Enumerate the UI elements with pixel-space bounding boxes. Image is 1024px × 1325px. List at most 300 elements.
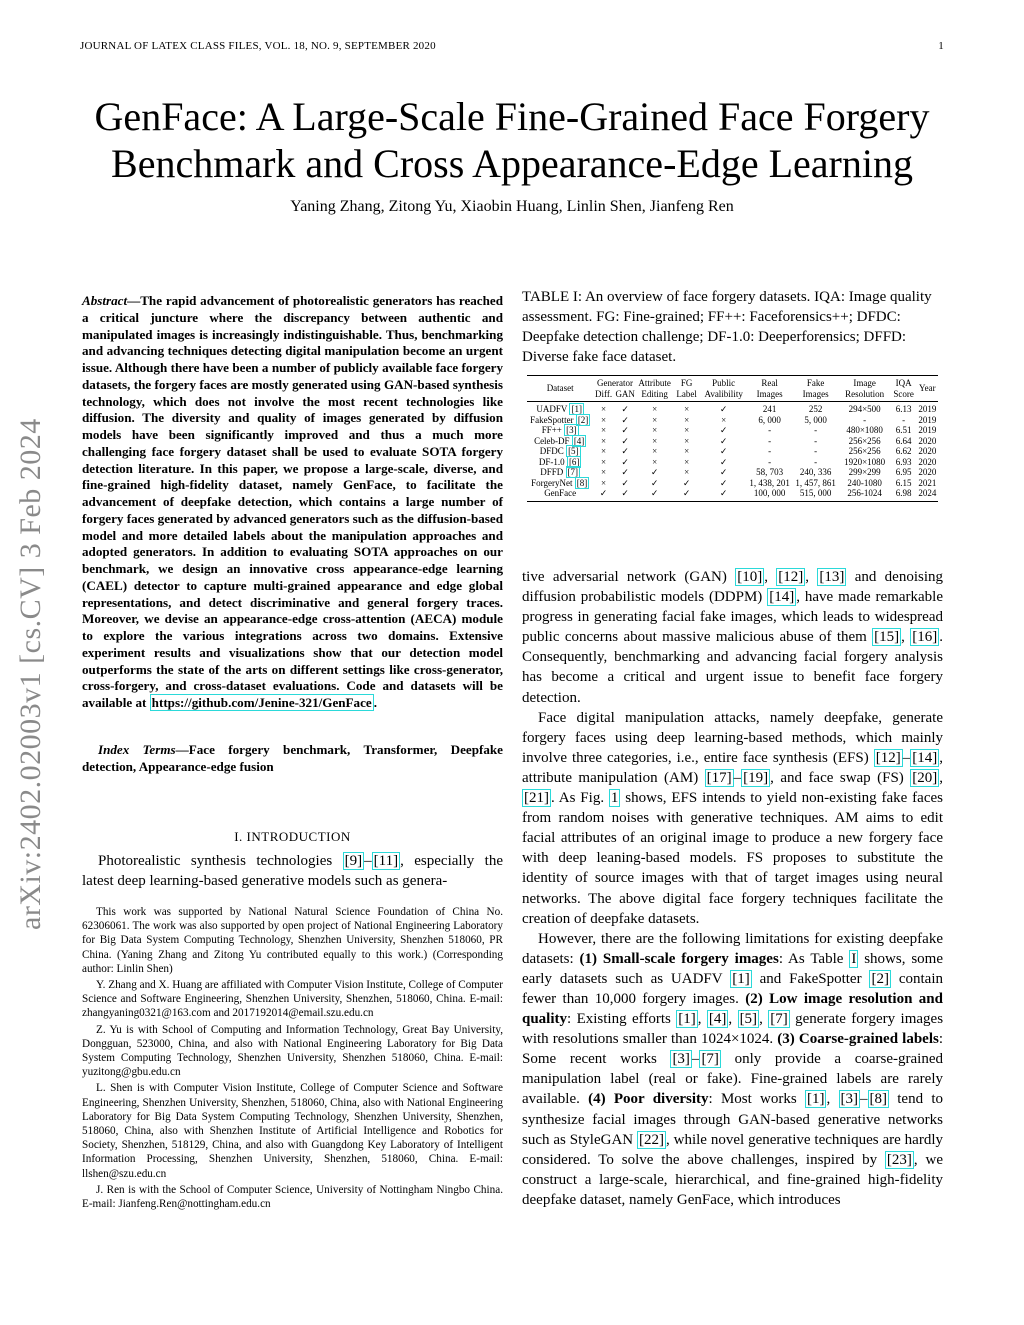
citation[interactable]: [8]: [869, 1091, 887, 1108]
resolution-cell: [839, 402, 891, 415]
iqa-cell: [891, 415, 917, 426]
citation[interactable]: [12]: [875, 749, 901, 766]
title-line-2: Benchmark and Cross Appearance-Edge Learning: [111, 141, 913, 186]
text-run: tive adversarial network (GAN): [522, 569, 736, 585]
bold-text: (2) Low image resolution and quality: [522, 990, 943, 1028]
gan-cell: [614, 425, 637, 436]
resolution-cell-text: 256×256: [848, 446, 881, 456]
fg-cell-text: ×: [684, 467, 690, 477]
fake-cell: [793, 446, 839, 457]
text-run: , we construct a large-scale, hierarchical, and fine-grained high-fidelity deepfake dataset, namely GenFace, which introduces: [522, 1151, 943, 1208]
real-cell: [747, 467, 793, 478]
gan-cell: [614, 402, 637, 415]
text-run: ,: [805, 569, 818, 585]
header-attribute-editing: Attribute Editing: [637, 376, 673, 402]
fake-cell: [793, 436, 839, 447]
paragraph-2: [522, 708, 943, 929]
dataset-cell-text: DFFD: [540, 467, 564, 477]
table-row: [527, 402, 938, 415]
fg-cell: [673, 488, 701, 501]
gan-cell: [614, 415, 637, 426]
gan-cell: [614, 467, 637, 478]
fg-cell-text: ×: [684, 404, 690, 414]
fg-cell: [673, 415, 701, 426]
attribute-cell: [637, 457, 673, 468]
iqa-cell-text: 6.15: [895, 477, 912, 488]
gan-cell-text: ✓: [621, 404, 629, 414]
header-fg-label: FG Label: [673, 376, 701, 402]
intro-text-b: , especially the latest deep learning-based generative models such as genera-: [82, 853, 504, 889]
dataset-cell: [527, 457, 593, 468]
real-cell: [747, 488, 793, 501]
header-fake: Fake Images: [793, 376, 839, 402]
attribute-cell: [637, 488, 673, 501]
dataset-cell: [527, 446, 593, 457]
resolution-cell: [839, 415, 891, 426]
fake-cell-text: 240, 336: [799, 467, 832, 477]
header-public: Public Avalibility: [701, 376, 747, 402]
fake-cell-text: 1, 457, 861: [795, 477, 836, 488]
dataset-cell-text: FF++: [541, 425, 562, 435]
year-cell-text: 2020: [918, 446, 937, 456]
real-cell: [747, 402, 793, 415]
fake-cell-text: -: [814, 446, 818, 456]
paper-title: [0, 93, 1024, 187]
diff-cell-text: ×: [601, 456, 607, 467]
header-gan: GAN: [614, 389, 637, 402]
text-run: . As Fig.: [551, 790, 609, 807]
attribute-cell: [637, 402, 673, 415]
fake-cell-text: 252: [808, 404, 823, 414]
public-cell: [701, 478, 747, 489]
text-run: However, there are the following limitations for existing deepfake datasets:: [522, 930, 943, 967]
text-run: ,: [901, 629, 911, 646]
index-terms-text: —Face forgery benchmark, Transformer, Deepfake detection, Appearance-edge fusion: [82, 742, 503, 774]
citation[interactable]: [21]: [524, 790, 549, 807]
text-run: –: [860, 1091, 868, 1108]
year-cell: [917, 415, 938, 426]
public-cell-text: ✓: [719, 446, 728, 456]
text-run: ,: [939, 769, 943, 786]
text-run: , and face swap (FS): [770, 769, 911, 786]
text-run: : Some recent works: [522, 1031, 944, 1068]
real-cell: [747, 415, 793, 426]
fake-cell: [793, 467, 839, 478]
real-cell-text: 58, 703: [756, 467, 784, 477]
diff-cell: [593, 478, 613, 489]
text-run: , while novel generative techniques are hardly considered. To solve the above challenges, inspired by: [522, 1131, 943, 1168]
public-cell-text: ✓: [719, 467, 728, 477]
resolution-cell: [839, 478, 891, 489]
real-cell-text: 6, 000: [758, 414, 781, 425]
public-cell: [701, 446, 747, 457]
citation[interactable]: [10]: [737, 569, 763, 585]
footnote: J. Ren is with the School of Computer Science, University of Nottingham Ningbo China. E-mail: Jianfeng.Ren@nottingham.edu.cn: [82, 1183, 503, 1211]
paragraph-3: [522, 929, 943, 1210]
dataset-cell: [527, 436, 593, 447]
abstract-end: .: [373, 695, 377, 710]
real-cell-text: 1, 438, 201: [749, 477, 790, 488]
citation[interactable]: [7]: [770, 1011, 788, 1028]
real-cell-text: 100, 000: [753, 488, 786, 498]
citation[interactable]: [19]: [743, 769, 769, 786]
citation[interactable]: [2]: [577, 414, 589, 425]
citation[interactable]: [1]: [806, 1091, 825, 1108]
text-run: generate forgery images with resolutions smaller than 1024×1024.: [522, 1011, 944, 1048]
attribute-cell: [637, 415, 673, 426]
fg-cell: [673, 425, 701, 436]
index-terms-label: Index Terms: [98, 742, 176, 757]
fg-cell-text: ×: [684, 414, 690, 425]
public-cell: [701, 425, 747, 436]
real-cell: [747, 425, 793, 436]
footnote: Y. Zhang and X. Huang are affiliated with Computer Vision Institute, College of Computer Science and Software Engineering, Shenzhen University, Shenzhen, 518060, China. E-mail: zhangyaning0321@163.com and 2017192014@email.szu.edu.cn: [82, 979, 503, 1020]
fake-cell: [793, 457, 839, 468]
fake-cell-text: 515, 000: [799, 488, 832, 498]
fg-cell: [673, 478, 701, 489]
citation[interactable]: [1]: [571, 404, 582, 414]
diff-cell-text: ×: [601, 414, 607, 425]
citation[interactable]: [3]: [566, 425, 577, 435]
attribute-cell-text: ✓: [650, 477, 659, 488]
iqa-cell-text: 6.13: [895, 404, 912, 414]
citation[interactable]: [5]: [739, 1011, 758, 1028]
gan-cell-text: ✓: [621, 467, 629, 477]
bold-text: (1) Small-scale forgery images: [579, 950, 779, 967]
resolution-cell: [839, 457, 891, 468]
citation[interactable]: [17]: [706, 769, 732, 786]
fake-cell: [793, 415, 839, 426]
year-cell: [917, 402, 938, 415]
real-cell: [747, 446, 793, 457]
attribute-cell-text: ×: [652, 404, 658, 414]
diff-cell: [593, 446, 613, 457]
citation[interactable]: [14]: [769, 589, 795, 606]
citation[interactable]: 1: [610, 790, 619, 807]
table-row: [527, 425, 938, 436]
header-dataset: Dataset: [527, 376, 593, 402]
fake-cell: [793, 478, 839, 489]
dataset-cell-text: FakeSpotter: [530, 414, 574, 425]
table-row: [527, 478, 938, 489]
gan-cell-text: ✓: [621, 488, 629, 498]
dataset-cell: [527, 402, 593, 415]
table-row: [527, 467, 938, 478]
table-body: [527, 402, 938, 502]
citation[interactable]: [4]: [708, 1011, 727, 1028]
fg-cell-text: ×: [684, 446, 690, 456]
dataset-cell: [527, 425, 593, 436]
resolution-cell-text: 240-1080: [847, 477, 882, 488]
text-run: . Consequently, benchmarking and advancing facial forgery analysis has become a critical and urgent issue to benefit face forgery detection.: [522, 629, 943, 706]
diff-cell: [593, 425, 613, 436]
attribute-cell: [637, 478, 673, 489]
citation[interactable]: [16]: [912, 629, 938, 646]
intro-text-a: Photorealistic synthesis technologies: [98, 853, 343, 869]
fg-cell-text: ×: [684, 435, 690, 446]
diff-cell-text: ×: [601, 467, 607, 477]
fake-cell-text: -: [814, 425, 818, 435]
text-run: : Most works: [708, 1091, 805, 1108]
iqa-cell: [891, 457, 917, 468]
year-cell: [917, 457, 938, 468]
gan-cell: [614, 457, 637, 468]
year-cell: [917, 488, 938, 501]
fg-cell: [673, 467, 701, 478]
table-row: [527, 488, 938, 501]
year-cell: [917, 478, 938, 489]
iqa-cell-text: 6.62: [895, 446, 912, 456]
year-cell-text: 2024: [918, 488, 937, 498]
citation[interactable]: [5]: [568, 446, 579, 456]
fake-cell-text: -: [814, 435, 818, 446]
real-cell-text: -: [768, 456, 772, 467]
resolution-cell: [839, 488, 891, 501]
dataset-cell-text: DFDC: [539, 446, 564, 456]
fake-cell: [793, 488, 839, 501]
diff-cell-text: ✓: [599, 488, 608, 498]
bold-text: (4) Poor diversity: [588, 1091, 709, 1108]
citation[interactable]: [13]: [819, 569, 845, 585]
year-cell: [917, 436, 938, 447]
attribute-cell-text: ✓: [650, 488, 659, 498]
resolution-cell-text: 1920×1080: [844, 456, 886, 467]
resolution-cell-text: 256×256: [848, 435, 881, 446]
section-heading: I. INTRODUCTION: [234, 829, 351, 844]
year-cell: [917, 467, 938, 478]
iqa-cell: [891, 467, 917, 478]
table-caption: TABLE I: An overview of face forgery datasets. IQA: Image quality assessment. FG: Fine-grained; FF++: Faceforensics++; DFDC: Deepfake detection challenge; DF-1.0: Deeperforensics; DFFD: Diverse fake face dataset.: [522, 289, 932, 365]
text-run: –: [691, 1051, 700, 1068]
public-cell: [701, 436, 747, 447]
citation[interactable]: [3]: [840, 1091, 858, 1108]
footnote: L. Shen is with Computer Vision Institute, College of Computer Science and Software Engineering, Shenzhen University, Shenzhen, 518060, China, also with National Engineering Laboratory for Big Data System Computing Technology, Shenzhen University, Shenzhen, 518060, China, also with Shenzhen Institute of Artificial Intelligence and Robotics for Society, Shenzhen, 518129, China, and also with Guangdong Key Laboratory of Intelligent Information Processing, Shenzhen University, Shenzhen, 518060, China. E-mail: llshen@szu.edu.cn: [82, 1082, 503, 1180]
resolution-cell-text: 294×500: [848, 404, 881, 414]
resolution-cell: [839, 425, 891, 436]
fg-cell-text: ×: [684, 425, 690, 435]
citation[interactable]: [22]: [639, 1131, 664, 1148]
footnote: This work was supported by National Natural Science Foundation of China No. 62306061. The work was also supported by open project of National Engineering Laboratory for Big Data System Computing Technology, Shenzhen University, Shenzhen 518060, PR China. (Yaning Zhang and Zitong Yu contributed equally to this work.) (Corresponding author: Linlin Shen): [82, 906, 503, 975]
gan-cell: [614, 436, 637, 447]
iqa-cell-text: 6.51: [895, 425, 912, 435]
text-run: shows, EFS intends to yield non-existing fake faces from random noises with generative techniques. AM aims to edit facial attributes of an original image to produce a new forgery face with deep leaning-based models. FS proposes to substitute the identity of source images with that of target images using neural networks. The above digital face forgery techniques facilitate the creation of deepfake datasets.: [522, 790, 943, 927]
fg-cell: [673, 436, 701, 447]
attribute-cell: [637, 446, 673, 457]
iqa-cell: [891, 436, 917, 447]
attribute-cell-text: ✓: [650, 467, 659, 477]
citation[interactable]: I: [851, 950, 857, 967]
github-link[interactable]: https://github.com/Jenine-321/GenFace: [151, 695, 372, 710]
text-run: tend to synthesize facial images through GAN-based generative networks such as StyleGAN: [522, 1091, 944, 1148]
text-run: contain fewer than 10,000 forgery images.: [522, 970, 943, 1007]
footnotes: [82, 905, 503, 1213]
gan-cell-text: ✓: [621, 446, 629, 456]
citation[interactable]: [20]: [912, 769, 938, 786]
year-cell-text: 2019: [918, 404, 937, 414]
citation[interactable]: [14]: [912, 749, 938, 766]
iqa-cell-text: 6.64: [895, 435, 912, 446]
text-run: : As Table: [778, 950, 850, 967]
attribute-cell-text: ×: [652, 435, 658, 446]
diff-cell: [593, 488, 613, 501]
public-cell-text: ✓: [719, 456, 728, 467]
dataset-cell-text: GenFace: [544, 488, 577, 498]
citation[interactable]: [15]: [874, 629, 900, 646]
text-run: , attribute manipulation (AM): [522, 749, 943, 786]
gan-cell-text: ✓: [621, 425, 629, 435]
header-real: Real Images: [747, 376, 793, 402]
year-cell: [917, 425, 938, 436]
gan-cell: [614, 446, 637, 457]
resolution-cell-text: 256-1024: [847, 488, 882, 498]
citation[interactable]: [23]: [886, 1151, 912, 1168]
iqa-cell: [891, 478, 917, 489]
abstract: [82, 293, 503, 712]
diff-cell: [593, 457, 613, 468]
gan-cell: [614, 478, 637, 489]
text-run: –: [733, 769, 742, 786]
footnote: Z. Yu is with School of Computing and Information Technology, Great Bay University, Dongguan, 523000, China, and also with National Engineering Laboratory for Big Data System Computing Technology, Shenzhen University, Shenzhen 518060, China. E-mail: yuzitong@gbu.edu.cn: [82, 1023, 503, 1079]
attribute-cell: [637, 425, 673, 436]
text-run: shows, some early datasets such as UADFV: [522, 950, 944, 987]
intro-paragraph: [82, 851, 503, 891]
public-cell: [701, 457, 747, 468]
diff-cell: [593, 436, 613, 447]
text-run: ,: [759, 1011, 769, 1028]
attribute-cell-text: ×: [652, 414, 658, 425]
iqa-cell-text: 6.93: [895, 456, 912, 467]
abstract-text: —The rapid advancement of photorealistic generators has reached a critical juncture where the discrepancy between authentic and manipulated images is increasingly indistinguishable. Thus, benchmarking and advancing techniques detecting digital manipulation become an urgent issue. Although there have been a number of publicly available face forgery datasets, the forgery faces are mostly generated using GAN-based synthesis technology, which does not involve the most recent technologies like diffusion. The diversity and quality of images generated by diffusion models have been significantly improved and thus a much more challenging face forgery dataset shall be used to evaluate SOTA forgery detection literature. In this paper, we propose a large-scale, diverse, and fine-grained high-fidelity dataset, namely GenFace, to facilitate the advancement of deepfake detection, which contains a large number of forgery faces generated by advanced generators such as the diffusion-based model and more detailed labels about the manipulation approaches and adopted generators. In addition to evaluating SOTA approaches on our benchmark, we design an innovative cross appearance-edge learning (CAEL) detector to capture multi-grained appearance and edge global representations, and detect discriminative and general forgery traces. Moreover, we devise an appearance-edge cross-attention (AECA) module to explore the various integrations across two domains. Extensive experiment results and visualizations show that our detection model outperforms the state of the arts on different settings like cross-generator, cross-forgery, and cross-dataset evaluations. Code and datasets will be available at: [82, 293, 503, 710]
fg-cell: [673, 402, 701, 415]
attribute-cell-text: ×: [652, 446, 658, 456]
resolution-cell: [839, 436, 891, 447]
header-year: Year: [917, 376, 938, 402]
year-cell-text: 2021: [918, 477, 937, 488]
text-run: , have made remarkable progress in generating facial fake images, which leads to widespread public concerns about massive malicious abuse of them: [522, 589, 943, 646]
citation[interactable]: [6]: [568, 456, 580, 467]
citation[interactable]: [2]: [871, 970, 889, 987]
year-cell: [917, 446, 938, 457]
real-cell-text: 241: [762, 404, 777, 414]
text-run: only provide a coarse-grained manipulation label (real or fake). Fine-grained labels are rarely available.: [522, 1051, 943, 1108]
attribute-cell-text: ×: [652, 456, 658, 467]
citation[interactable]: [9]: [344, 853, 363, 869]
right-column-text: [522, 567, 943, 1210]
table-row: [527, 457, 938, 468]
iqa-cell-text: 6.98: [895, 488, 912, 498]
real-cell-text: -: [768, 446, 772, 456]
resolution-cell: [839, 467, 891, 478]
dataset-cell-text: DF-1.0: [538, 456, 565, 467]
dataset-cell: [527, 478, 593, 489]
index-terms: [82, 742, 503, 776]
dataset-cell: [527, 467, 593, 478]
gan-cell-text: ✓: [621, 435, 629, 446]
public-cell: [701, 402, 747, 415]
text-run: ,: [826, 1091, 839, 1108]
public-cell: [701, 488, 747, 501]
iqa-cell: [891, 402, 917, 415]
citation[interactable]: [7]: [567, 467, 579, 477]
citation[interactable]: [4]: [573, 435, 585, 446]
year-cell-text: 2020: [918, 456, 937, 467]
diff-cell-text: ×: [601, 435, 607, 446]
author-list: Yaning Zhang, Zitong Yu, Xiaobin Huang, Linlin Shen, Jianfeng Ren: [290, 198, 734, 215]
page-number: 1: [938, 40, 944, 52]
public-cell: [701, 415, 747, 426]
citation[interactable]: [3]: [672, 1051, 690, 1068]
resolution-cell-text: 480×1080: [846, 425, 883, 435]
public-cell-text: ×: [721, 414, 727, 425]
real-cell: [747, 457, 793, 468]
iqa-cell: [891, 488, 917, 501]
text-run: and FakeSpotter: [751, 970, 870, 987]
citation[interactable]: [12]: [778, 569, 804, 585]
diff-cell-text: ×: [601, 425, 607, 435]
dataset-overview-table: [527, 375, 938, 502]
bold-text: (3) Coarse-grained labels: [777, 1031, 939, 1048]
iqa-cell: [891, 446, 917, 457]
header-iqa: IQA Score: [891, 376, 917, 402]
fake-cell-text: 5, 000: [804, 414, 827, 425]
dataset-cell-text: ForgeryNet: [531, 477, 573, 488]
citation[interactable]: [11]: [373, 853, 399, 869]
fg-cell-text: ✓: [682, 477, 691, 488]
table-row: [527, 436, 938, 447]
header-generator: Generator: [593, 376, 636, 389]
text-run: ,: [728, 1011, 738, 1028]
citation[interactable]: [7]: [701, 1051, 719, 1068]
public-cell-text: ✓: [719, 488, 728, 498]
fg-cell: [673, 457, 701, 468]
text-run: ,: [697, 1011, 707, 1028]
diff-cell: [593, 467, 613, 478]
year-cell-text: 2019: [918, 414, 937, 425]
year-cell-text: 2020: [918, 467, 937, 477]
citation[interactable]: [1]: [732, 970, 750, 987]
journal-header: JOURNAL OF LATEX CLASS FILES, VOL. 18, NO. 9, SEPTEMBER 2020: [80, 40, 436, 52]
resolution-cell: [839, 446, 891, 457]
header-resolution: Image Resolution: [839, 376, 891, 402]
diff-cell-text: ×: [601, 477, 607, 488]
public-cell-text: ✓: [719, 404, 728, 414]
iqa-cell: [891, 425, 917, 436]
real-cell: [747, 436, 793, 447]
gan-cell: [614, 488, 637, 501]
attribute-cell: [637, 436, 673, 447]
resolution-cell-text: -: [863, 414, 867, 425]
text-run: and denoising diffusion probabilistic models (DDPM): [522, 569, 944, 606]
iqa-cell-text: -: [902, 414, 906, 425]
text-run: Face digital manipulation attacks, namely deepfake, generate forgery faces using deep learning-based methods, which mainly involve three categories, i.e., entire face synthesis (EFS): [522, 709, 943, 766]
public-cell-text: ✓: [719, 435, 728, 446]
arxiv-watermark: arXiv:2402.02003v1 [cs.CV] 3 Feb 2024: [14, 418, 47, 930]
table-row: [527, 415, 938, 426]
header-diff: Diff.: [593, 389, 613, 402]
diff-cell: [593, 415, 613, 426]
real-cell: [747, 478, 793, 489]
text-run: ,: [764, 569, 777, 585]
real-cell-text: -: [768, 435, 772, 446]
fake-cell-text: -: [814, 456, 818, 467]
fg-cell: [673, 446, 701, 457]
citation[interactable]: [1]: [678, 1011, 696, 1028]
citation[interactable]: [8]: [576, 477, 588, 488]
title-line-1: GenFace: A Large-Scale Fine-Grained Face Forgery: [94, 94, 930, 139]
abstract-label: Abstract: [82, 293, 128, 308]
attribute-cell-text: ×: [652, 425, 658, 435]
dataset-cell-text: Celeb-DF: [534, 435, 570, 446]
